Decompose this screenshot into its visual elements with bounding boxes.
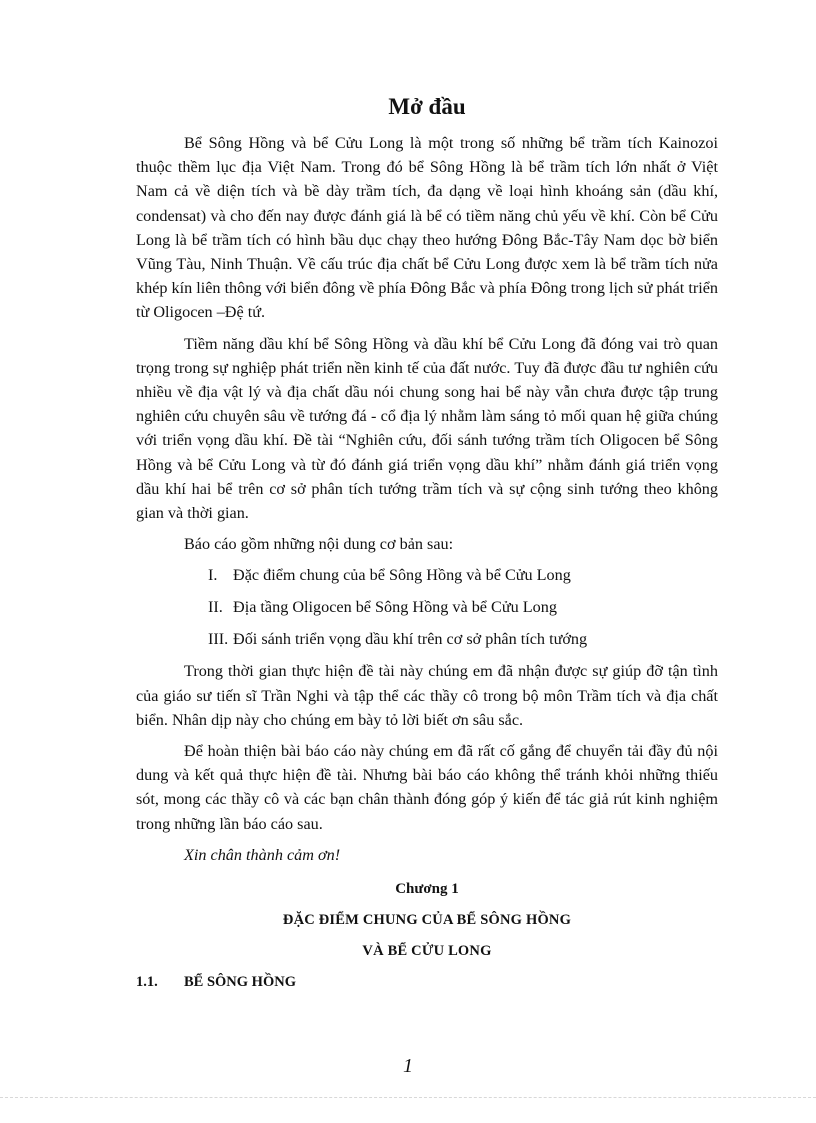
page-number: 1 xyxy=(403,1055,413,1077)
section-number: 1.1. xyxy=(136,974,158,991)
list-item-number: I. xyxy=(208,566,218,585)
list-item-text: Đối sánh triển vọng dầu khí trên cơ sở phân tích tướng xyxy=(233,630,588,649)
acknowledgement-paragraph: Trong thời gian thực hiện đề tài này chúng em đã nhận được sự giúp đỡ tận tình của giáo sư tiến sĩ Trần Nghi và tập thể các thầy cô trong bộ môn Trầm tích và địa chất biển. Nhân dịp này cho chúng em bày tỏ lời biết ơn sâu sắc. xyxy=(136,662,718,729)
list-item xyxy=(208,563,718,587)
section-title: BỂ SÔNG HỒNG xyxy=(184,974,296,991)
list-item-number: II. xyxy=(208,598,223,617)
chapter-title-line-2: VÀ BỂ CỬU LONG xyxy=(362,943,492,960)
intro-paragraph-1: Bể Sông Hồng và bể Cửu Long là một trong số những bể trầm tích Kainozoi thuộc thềm lục địa Việt Nam. Trong đó bể Sông Hồng là bể trầm tích lớn nhất ở Việt Nam cả về diện tích và bề dày trầm tích, đa dạng về loại hình khoáng sản (dầu khí, condensat) và cho đến nay được đánh giá là bể có tiềm năng chủ yếu về khí. Còn bể Cửu Long là bể trầm tích có hình bầu dục chạy theo hướng Đông Bắc-Tây Nam dọc bờ biển Vũng Tàu, Ninh Thuận. Về cấu trúc địa chất bể Cửu Long được xem là bể trầm tích nửa khép kín liên thông với biển đông về phía Đông Bắc và phía Đông trong lịch sử phát triển từ Oligocen –Đệ tứ. xyxy=(136,134,718,322)
contents-lead-in: Báo cáo gồm những nội dung cơ bản sau: xyxy=(184,535,454,554)
list-item-number: III. xyxy=(208,630,229,649)
document-page xyxy=(136,92,718,992)
list-item-text: Đặc điểm chung của bể Sông Hồng và bể Cửu Long xyxy=(233,566,571,585)
intro-paragraph-2: Tiềm năng dầu khí bể Sông Hồng và dầu khí bể Cửu Long đã đóng vai trò quan trọng trong sự nghiệp phát triển nền kinh tế của đất nước. Tuy đã được đầu tư nghiên cứu nhiều về địa vật lý và địa chất dầu nói chung song hai bể này vẫn chưa được tập trung nghiên cứu chuyên sâu về tướng đá - cổ địa lý nhằm làm sáng tỏ mối quan hệ giữa chúng với triển vọng dầu khí. Đề tài “Nghiên cứu, đối sánh tướng trầm tích Oligocen bể Sông Hồng và bể Cửu Long và từ đó đánh giá triển vọng dầu khí” nhằm đánh giá triển vọng dầu khí hai bể trên cơ sở phân tích tướng trầm tích và sự cộng sinh tướng theo không gian và thời gian. xyxy=(136,334,718,523)
page-title: Mở đầu xyxy=(388,94,466,119)
page-bottom-divider xyxy=(0,1097,816,1098)
chapter-title-line-1: ĐẶC ĐIỂM CHUNG CỦA BỂ SÔNG HỒNG xyxy=(282,912,572,929)
list-item xyxy=(208,627,718,651)
chapter-label: Chương 1 xyxy=(395,881,459,898)
list-item-text: Địa tầng Oligocen bể Sông Hồng và bể Cửu Long xyxy=(233,598,557,617)
thank-you-line: Xin chân thành cảm ơn! xyxy=(184,845,341,864)
contents-list xyxy=(136,563,718,651)
apology-paragraph: Để hoàn thiện bài báo cáo này chúng em đã rất cố gắng để chuyển tải đầy đủ nội dung và kết quả thực hiện đề tài. Nhưng bài báo cáo không thể tránh khỏi những thiếu sót, mong các thầy cô và các bạn chân thành đóng góp ý kiến để tác giả rút kinh nghiệm trong những lần báo cáo sau. xyxy=(136,742,718,833)
section-heading xyxy=(136,972,718,992)
list-item xyxy=(208,595,718,619)
